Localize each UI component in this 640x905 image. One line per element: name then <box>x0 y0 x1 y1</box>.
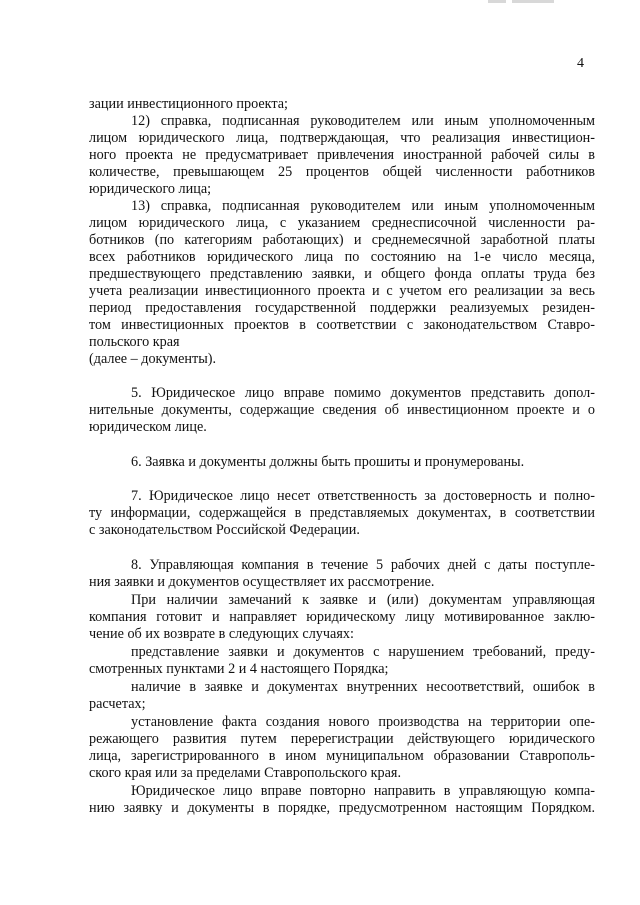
text-line: с законодательством Российской Федерации. <box>89 522 360 538</box>
text-line: (далее – документы). <box>89 351 217 367</box>
text-line: юридического лица; <box>89 181 212 197</box>
text-line: 8. Управляющая компания в течение 5 рабочих дней с даты поступле- <box>131 557 595 573</box>
text-line: При наличии замечаний к заявке и (или) документам управляющая <box>131 592 595 608</box>
text-line: зации инвестиционного проекта; <box>89 96 288 112</box>
text-line: нительные документы, содержащие сведения об инвестиционном проекте и о <box>89 402 595 418</box>
text-line: режающего развития путем перерегистрации действующего юридического <box>89 731 595 747</box>
text-line: смотренных пунктами 2 и 4 настоящего Порядка; <box>89 661 389 677</box>
text-line: представление заявки и документов с нарушением требований, преду- <box>131 644 595 660</box>
text-line: предшествующего представлению заявки, и общего фонда оплаты труда без <box>89 266 595 282</box>
text-line: 7. Юридическое лицо несет ответственность за достоверность и полно- <box>131 488 595 504</box>
page-number: 4 <box>577 56 584 71</box>
text-line: том инвестиционных проектов в соответствии с законодательством Ставро- <box>89 317 595 333</box>
text-line: ного проекта не предусматривает привлечения иностранной рабочей силы в <box>89 147 595 163</box>
text-line: польского края <box>89 334 180 350</box>
text-line: ского края или за пределами Ставропольского края. <box>89 765 401 781</box>
text-line: ния заявки и документов осуществляет их рассмотрение. <box>89 574 435 590</box>
text-line: всех работников юридического лица по состоянию на 1-е число месяца, <box>89 249 595 265</box>
text-line: ту информации, содержащейся в представляемых документах, в соответствии <box>89 505 595 521</box>
text-line: наличие в заявке и документах внутренних несоответствий, ошибок в <box>131 679 595 695</box>
scan-edge-mark <box>488 0 506 3</box>
text-line: период предоставления государственной поддержки реализуемых резиден- <box>89 300 595 316</box>
text-line: количестве, превышающем 25 процентов общей численности работников <box>89 164 595 180</box>
text-line: лица, зарегистрированного в ином муниципальном образовании Ставрополь- <box>89 748 595 764</box>
text-line: лицом юридического лица, подтверждающая, что реализация инвестицион- <box>89 130 595 146</box>
text-line: 5. Юридическое лицо вправе помимо документов представить допол- <box>131 385 595 401</box>
text-line: учета реализации инвестиционного проекта и с учетом его реализации за весь <box>89 283 595 299</box>
text-line: 13) справка, подписанная руководителем или иным уполномоченным <box>131 198 595 214</box>
scan-edge-mark <box>512 0 554 3</box>
text-line: ботников (по категориям работающих) и среднемесячной заработной платы <box>89 232 595 248</box>
text-line: расчетах; <box>89 696 146 712</box>
text-line: юридическом лице. <box>89 419 207 435</box>
text-line: установление факта создания нового производства на территории опе- <box>131 714 595 730</box>
text-line: компания готовит и направляет юридическому лицу мотивированное заклю- <box>89 609 595 625</box>
text-line: чение об их возврате в следующих случаях: <box>89 626 354 642</box>
text-line: 6. Заявка и документы должны быть прошиты и пронумерованы. <box>131 454 525 470</box>
text-line: нию заявку и документы в порядке, предусмотренном настоящим Порядком. <box>89 800 595 816</box>
text-line: 12) справка, подписанная руководителем или иным уполномоченным <box>131 113 595 129</box>
text-line: Юридическое лицо вправе повторно направить в управляющую компа- <box>131 783 595 799</box>
text-line: лицом юридического лица, с указанием среднесписочной численности ра- <box>89 215 595 231</box>
